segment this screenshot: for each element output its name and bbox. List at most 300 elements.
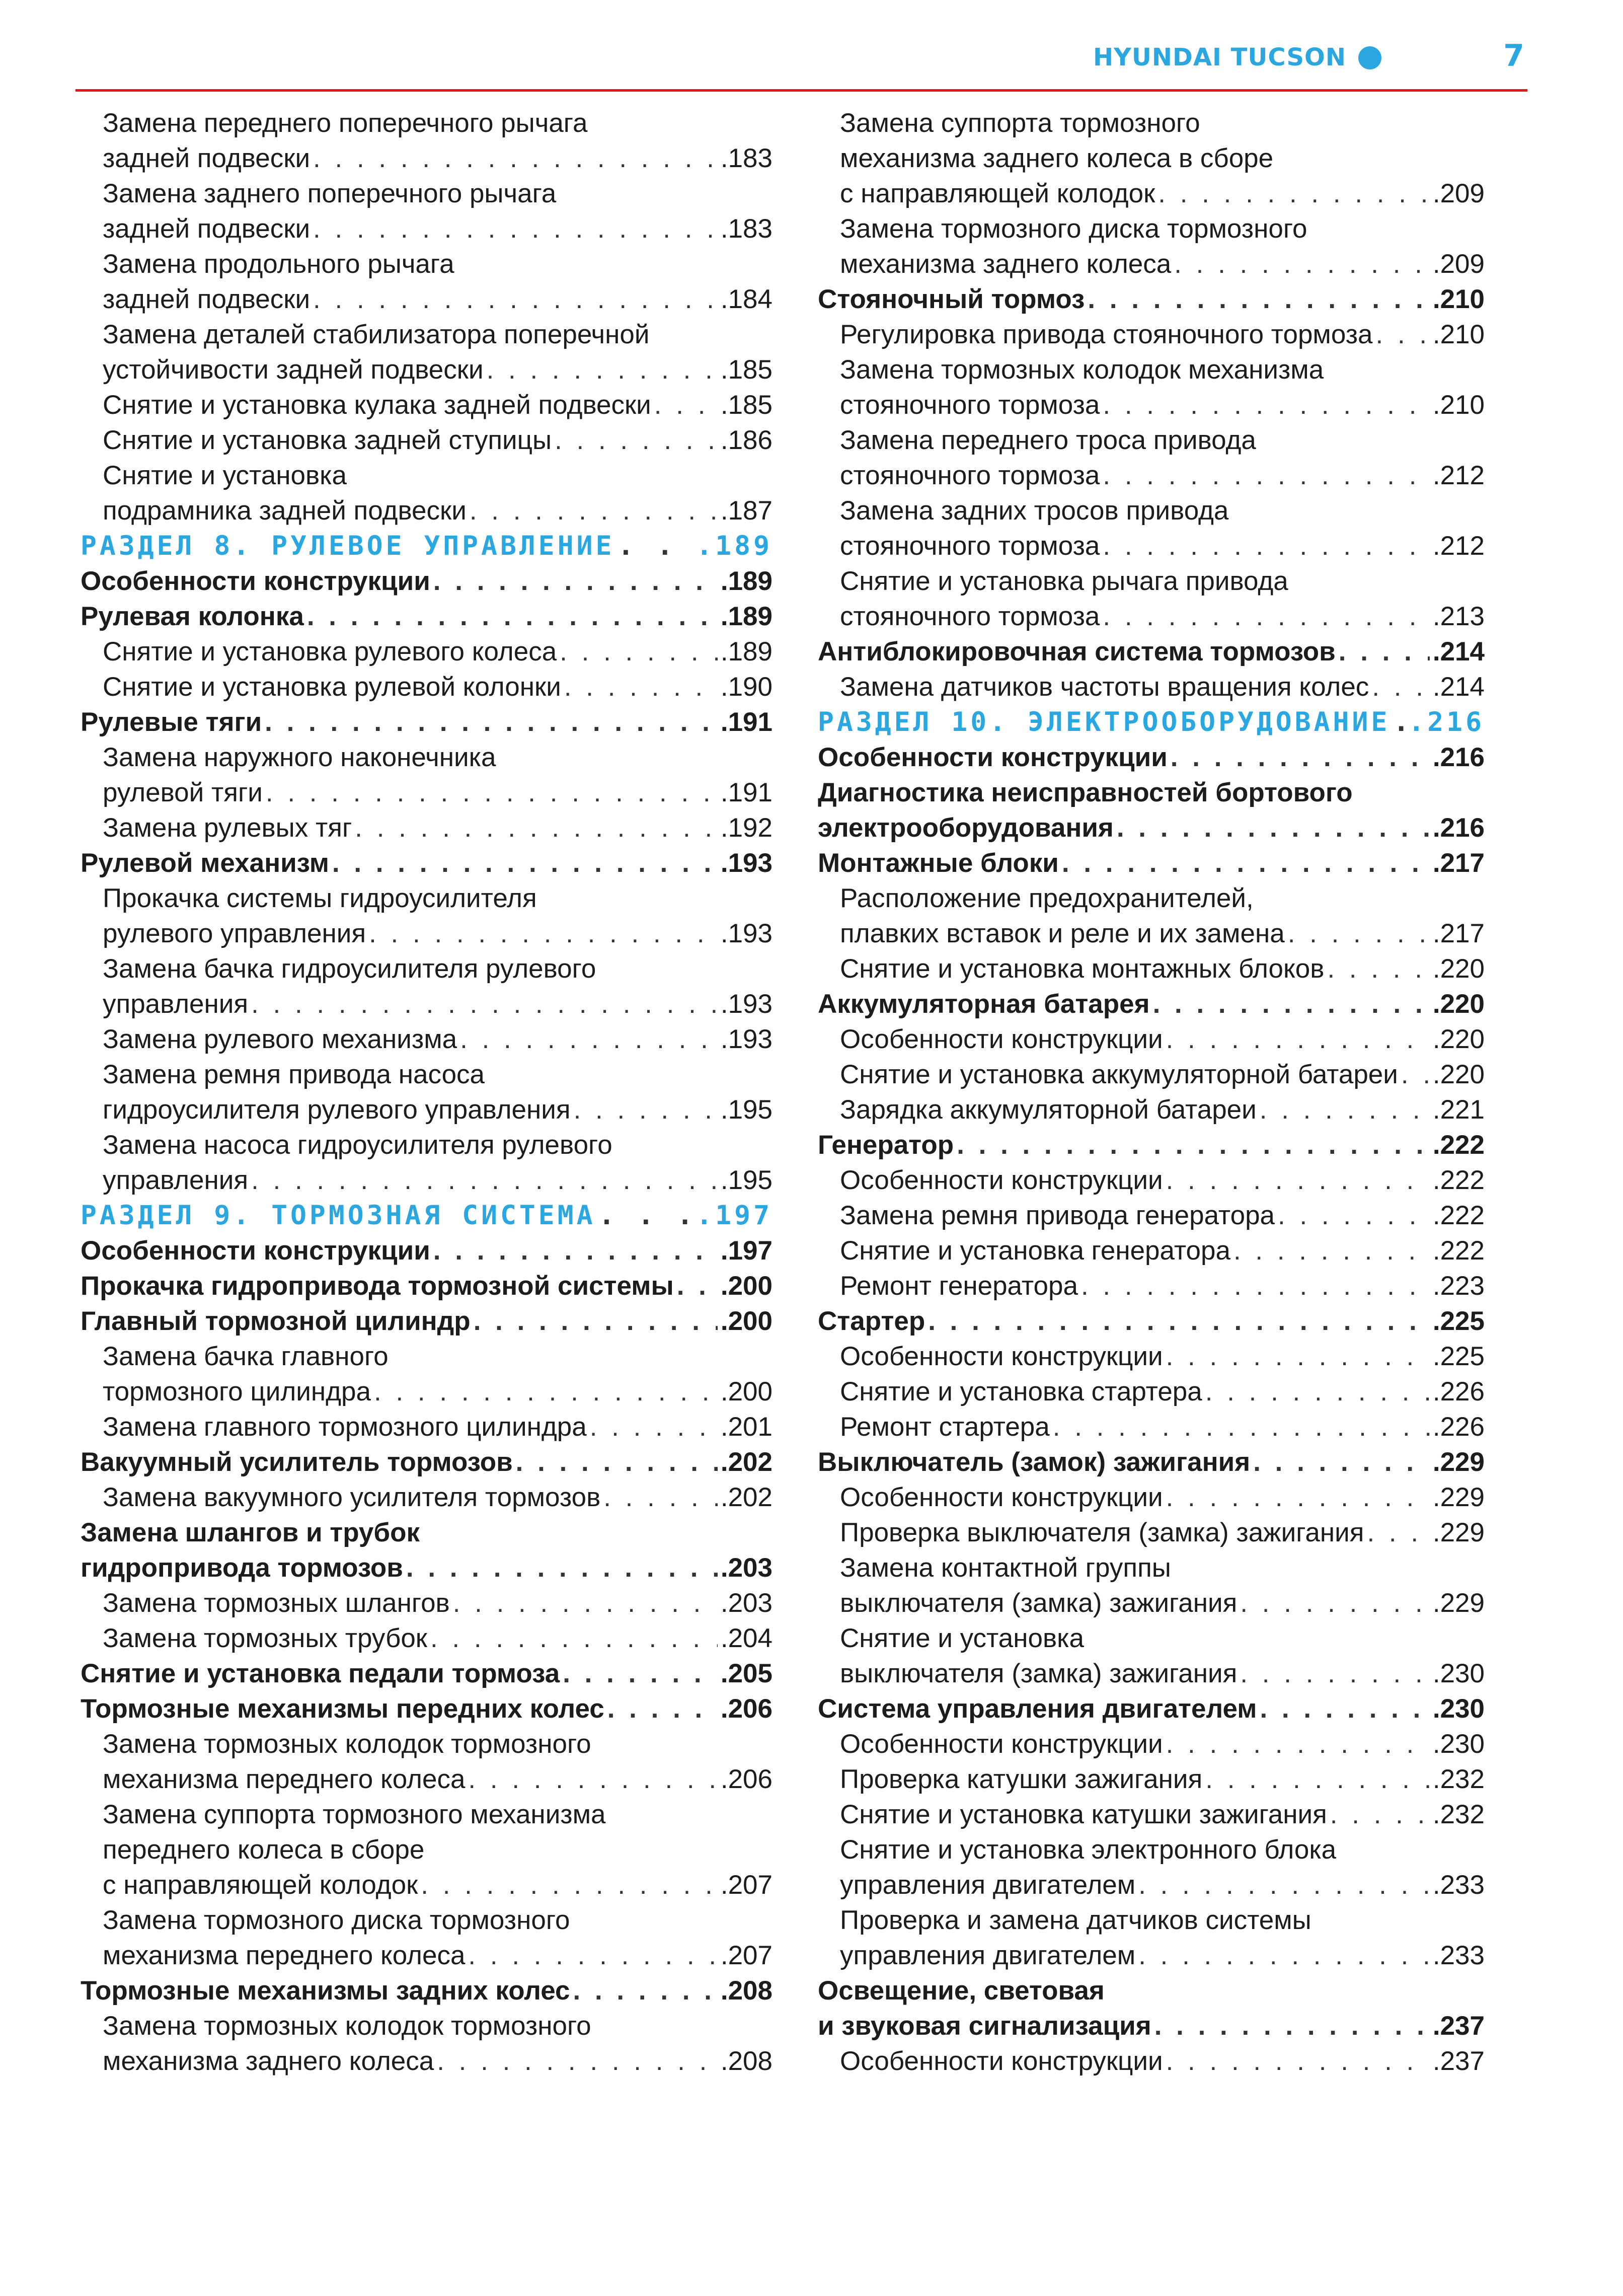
toc-entry-row: [103, 141, 772, 176]
toc-entry-title: Зарядка аккумуляторной батареи: [840, 1095, 1257, 1125]
dot-leader: [1166, 1339, 1430, 1374]
toc-entry-title: гидроусилителя рулевого управления: [103, 1095, 571, 1125]
toc-entry-row: [840, 1374, 1485, 1410]
toc-entry-row: [103, 1938, 772, 1973]
toc-entry-title: гидропривода тормозов: [81, 1553, 403, 1583]
toc-entry-title: Ремонт генератора: [840, 1271, 1078, 1301]
toc-entry-row: [103, 1586, 772, 1621]
toc-entry-row: [818, 740, 1485, 775]
toc-subentry: [818, 317, 1485, 352]
dot-leader: [1288, 916, 1430, 951]
toc-entry-row: [840, 1233, 1485, 1269]
dot-leader: [1367, 1515, 1429, 1550]
toc-entry-row: [840, 458, 1485, 493]
toc-subentry: [818, 106, 1485, 211]
toc-entry-row: [81, 1269, 772, 1304]
toc-entry-row: [840, 2044, 1485, 2079]
toc-entry-row: [818, 1304, 1485, 1339]
toc-entry-row: [840, 317, 1485, 352]
toc-page-number: .205: [720, 1659, 772, 1688]
toc-entry-title: Замена рулевого механизма: [103, 1024, 457, 1054]
toc-subentry: [81, 1022, 772, 1057]
toc-subentry: [818, 951, 1485, 987]
dot-leader: [555, 423, 718, 458]
toc-page-number: .229: [1432, 1518, 1485, 1547]
brand-title: HYUNDAI TUCSON: [1093, 43, 1346, 71]
toc-entry-title: Регулировка привода стояночного тормоза: [840, 320, 1373, 349]
toc-entry-title: стояночного тормоза: [840, 461, 1100, 490]
toc-subentry: [81, 670, 772, 705]
dot-leader: [1233, 1233, 1430, 1269]
toc-entry-title: Снятие и установка аккумуляторной батареи: [840, 1060, 1398, 1089]
toc-entry-title: выключателя (замка) зажигания: [840, 1588, 1238, 1618]
toc-subentry: [818, 1233, 1485, 1269]
toc-page-number: .206: [720, 1764, 772, 1794]
toc-entry-row: [103, 1022, 772, 1057]
toc-entry-row: [81, 1198, 772, 1233]
toc-chapter-entry: [81, 1445, 772, 1480]
dot-leader: [1088, 282, 1429, 317]
toc-entry-row: [103, 352, 772, 388]
toc-entry-title: управления: [103, 1165, 249, 1195]
toc-entry-title: управления: [103, 989, 249, 1019]
toc-entry-title: рулевой тяги: [103, 778, 263, 807]
toc-page-number: .208: [720, 2046, 772, 2076]
dot-leader: [470, 493, 718, 529]
dot-leader: [599, 1198, 693, 1233]
toc-page-number: .221: [1432, 1095, 1485, 1125]
toc-subentry: [818, 1374, 1485, 1410]
dot-leader: [1205, 1374, 1430, 1410]
toc-subentry: [81, 1057, 772, 1128]
toc-page-number: .233: [1432, 1941, 1485, 1970]
toc-subentry: [818, 1797, 1485, 1832]
toc-subentry: [81, 1586, 772, 1621]
dot-leader: [607, 1691, 718, 1727]
toc-entry-row: [818, 987, 1485, 1022]
toc-entry-text-line: Замена заднего поперечного рычага: [103, 179, 557, 208]
toc-entry-title: рулевого управления: [103, 919, 366, 948]
dot-leader: [1154, 2009, 1430, 2044]
toc-entry-row: [81, 1691, 772, 1727]
dot-leader: [1103, 599, 1429, 634]
dot-leader: [468, 1938, 717, 1973]
toc-entry-row: [840, 388, 1485, 423]
toc-subentry: [81, 1339, 772, 1410]
dot-leader: [1372, 670, 1430, 705]
toc-page-number: .186: [720, 425, 772, 455]
toc-chapter-entry: [81, 564, 772, 599]
toc-page-number: .210: [1432, 284, 1485, 314]
toc-entry-title: Снятие и установка кулака задней подвески: [103, 390, 651, 420]
dot-leader: [1158, 176, 1430, 211]
toc-entry-title: РАЗДЕЛ 8. РУЛЕВОЕ УПРАВЛЕНИЕ: [81, 531, 615, 561]
toc-page-number: .212: [1432, 531, 1485, 561]
toc-page-number: .189: [720, 602, 772, 631]
dot-leader: [355, 810, 718, 846]
toc-entry-title: тормозного цилиндра: [103, 1377, 371, 1406]
dot-leader: [573, 1973, 718, 2009]
toc-page-number: .200: [720, 1271, 772, 1301]
toc-entry-title: выключателя (замка) зажигания: [840, 1659, 1238, 1688]
toc-entry-text-line: Замена насоса гидроусилителя рулевого: [103, 1130, 612, 1160]
toc-entry-title: стояночного тормоза: [840, 531, 1100, 561]
toc-subentry: [818, 493, 1485, 564]
toc-subentry: [81, 388, 772, 423]
toc-page-number: .230: [1432, 1659, 1485, 1688]
toc-entry-text-line: Расположение предохранителей,: [840, 883, 1254, 913]
toc-entry-title: Особенности конструкции: [840, 1483, 1163, 1512]
toc-entry-row: [103, 388, 772, 423]
toc-entry-title: Проверка выключателя (замка) зажигания: [840, 1518, 1364, 1547]
toc-subentry: [818, 1762, 1485, 1797]
toc-entry-title: Аккумуляторная батарея: [818, 989, 1150, 1019]
toc-entry-title: Снятие и установка рулевой колонки: [103, 672, 561, 702]
dot-leader: [1166, 1480, 1430, 1515]
toc-entry-row: [840, 1656, 1485, 1691]
toc-subentry: [81, 1903, 772, 1973]
toc-entry-title: Замена ремня привода генератора: [840, 1201, 1275, 1230]
toc-entry-row: [840, 1269, 1485, 1304]
header-divider: [75, 89, 1527, 92]
toc-page-number: .216: [1432, 743, 1485, 772]
toc-entry-row: [840, 670, 1485, 705]
toc-entry-row: [103, 916, 772, 951]
dot-leader: [516, 1445, 718, 1480]
toc-entry-row: [103, 2044, 772, 2079]
toc-page-number: .226: [1432, 1412, 1485, 1442]
toc-page-number: .185: [720, 355, 772, 385]
toc-entry-title: с направляющей колодок: [840, 179, 1155, 208]
toc-entry-row: [840, 1057, 1485, 1092]
toc-entry-text-line: Замена продольного рычага: [103, 249, 454, 279]
toc-entry-title: Снятие и установка генератора: [840, 1236, 1230, 1266]
dot-leader: [313, 141, 718, 176]
toc-page-number: .230: [1432, 1694, 1485, 1724]
toc-entry-title: механизма заднего колеса: [840, 249, 1172, 279]
toc-page-number: .230: [1432, 1729, 1485, 1759]
toc-page-number: .197: [720, 1236, 772, 1266]
toc-subentry: [818, 1550, 1485, 1621]
toc-entry-text-line: Замена переднего поперечного рычага: [103, 108, 588, 138]
toc-chapter-entry: [818, 987, 1485, 1022]
toc-page-number: .220: [1432, 954, 1485, 984]
toc-page-number: .210: [1432, 390, 1485, 420]
toc-subentry: [818, 1269, 1485, 1304]
toc-entry-text-line: Снятие и установка: [840, 1623, 1084, 1653]
toc-chapter-entry: [81, 1515, 772, 1586]
toc-page-number: .187: [720, 496, 772, 526]
toc-subentry: [81, 634, 772, 670]
toc-section-heading: [81, 529, 772, 564]
toc-entry-text-line: Замена суппорта тормозного: [840, 108, 1200, 138]
toc-page-number: .212: [1432, 461, 1485, 490]
toc-entry-row: [81, 599, 772, 634]
dot-leader: [468, 1762, 717, 1797]
toc-entry-title: механизма заднего колеса: [103, 2046, 434, 2076]
toc-entry-row: [840, 1727, 1485, 1762]
dot-leader: [313, 211, 718, 247]
toc-subentry: [818, 1727, 1485, 1762]
toc-page-number: .200: [720, 1377, 772, 1406]
toc-page-number: .195: [720, 1095, 772, 1125]
dot-leader: [1062, 846, 1430, 881]
toc-column-left: [81, 106, 772, 2079]
toc-entry-row: [103, 1480, 772, 1515]
toc-entry-text-line: Замена деталей стабилизатора поперечной: [103, 320, 650, 349]
toc-entry-title: РАЗДЕЛ 10. ЭЛЕКТРООБОРУДОВАНИЕ: [818, 707, 1390, 737]
toc-page-number: .237: [1432, 2011, 1485, 2041]
toc-entry-text-line: Замена суппорта тормозного механизма: [103, 1800, 606, 1829]
toc-entry-text-line: Замена тормозных колодок тормозного: [103, 2011, 591, 2041]
toc-page-number: .207: [720, 1941, 772, 1970]
dot-leader: [406, 1550, 718, 1586]
dot-leader: [1393, 705, 1405, 740]
toc-entry-title: Тормозные механизмы передних колес: [81, 1694, 604, 1724]
dot-leader: [617, 529, 693, 564]
toc-entry-title: стояночного тормоза: [840, 602, 1100, 631]
toc-page-number: .202: [720, 1483, 772, 1512]
dot-leader: [1166, 2044, 1430, 2079]
toc-entry-text-line: механизма заднего колеса в сборе: [840, 143, 1274, 173]
dot-leader: [265, 705, 718, 740]
toc-chapter-entry: [818, 282, 1485, 317]
dot-leader: [1330, 1797, 1430, 1832]
toc-subentry: [81, 247, 772, 317]
toc-entry-title: РАЗДЕЛ 9. ТОРМОЗНАЯ СИСТЕМА: [81, 1200, 596, 1231]
toc-chapter-entry: [81, 1304, 772, 1339]
toc-entry-row: [840, 529, 1485, 564]
toc-subentry: [818, 564, 1485, 634]
toc-entry-text-line: Снятие и установка: [103, 461, 347, 490]
dot-leader: [369, 916, 718, 951]
toc-subentry: [81, 106, 772, 176]
brand-dot-icon: [1358, 46, 1381, 69]
toc-entry-text-line: Освещение, световая: [818, 1976, 1105, 2006]
toc-entry-row: [103, 1374, 772, 1410]
toc-entry-title: и звуковая сигнализация: [818, 2011, 1151, 2041]
toc-page-number: .225: [1432, 1342, 1485, 1371]
toc-entry-text-line: Замена переднего троса привода: [840, 425, 1256, 455]
toc-entry-row: [840, 1762, 1485, 1797]
toc-subentry: [818, 1410, 1485, 1445]
toc-entry-row: [840, 176, 1485, 211]
toc-chapter-entry: [81, 705, 772, 740]
dot-leader: [1205, 1762, 1430, 1797]
toc-entry-text-line: Снятие и установка электронного блока: [840, 1835, 1337, 1865]
toc-entry-row: [818, 634, 1485, 670]
toc-page-number: .220: [1432, 1060, 1485, 1089]
toc-entry-row: [103, 1163, 772, 1198]
toc-entry-title: Вакуумный усилитель тормозов: [81, 1447, 513, 1477]
toc-entry-title: Снятие и установка монтажных блоков: [840, 954, 1325, 984]
toc-entry-row: [81, 846, 772, 881]
toc-entry-title: Замена датчиков частоты вращения колес: [840, 672, 1369, 702]
toc-page-number: .226: [1432, 1377, 1485, 1406]
toc-entry-row: [818, 1691, 1485, 1727]
toc-page-number: .206: [720, 1694, 772, 1724]
toc-page-number: .237: [1432, 2046, 1485, 2076]
toc-entry-title: управления двигателем: [840, 1870, 1136, 1900]
toc-entry-text-line: Замена контактной группы: [840, 1553, 1171, 1583]
toc-chapter-entry: [818, 1304, 1485, 1339]
toc-entry-title: Снятие и установка задней ступицы: [103, 425, 552, 455]
toc-entry-row: [840, 1868, 1485, 1903]
toc-entry-title: Снятие и установка катушки зажигания: [840, 1800, 1327, 1829]
toc-page-number: .217: [1432, 919, 1485, 948]
toc-page-number: .213: [1432, 602, 1485, 631]
toc-page-number: .191: [720, 778, 772, 807]
toc-chapter-entry: [818, 846, 1485, 881]
toc-entry-row: [81, 1656, 772, 1691]
toc-entry-title: Замена тормозных шлангов: [103, 1588, 450, 1618]
toc-entry-row: [81, 1550, 772, 1586]
toc-subentry: [818, 2044, 1485, 2079]
toc-entry-row: [103, 634, 772, 670]
toc-entry-row: [81, 1445, 772, 1480]
dot-leader: [437, 2044, 718, 2079]
toc-entry-title: Особенности конструкции: [81, 1236, 430, 1266]
toc-page-number: .222: [1432, 1130, 1485, 1160]
dot-leader: [1174, 247, 1430, 282]
dot-leader: [654, 388, 718, 423]
toc-subentry: [818, 670, 1485, 705]
toc-entry-row: [818, 846, 1485, 881]
toc-page-number: .229: [1432, 1588, 1485, 1618]
dot-leader: [563, 1656, 718, 1691]
toc-entry-row: [840, 1938, 1485, 1973]
toc-page-number: .233: [1432, 1870, 1485, 1900]
dot-leader: [474, 1304, 718, 1339]
toc-page-number: .222: [1432, 1236, 1485, 1266]
toc-subentry: [81, 951, 772, 1022]
toc-entry-title: плавких вставок и реле и их замена: [840, 919, 1285, 948]
dot-leader: [1117, 810, 1430, 846]
toc-entry-text-line: Замена наружного наконечника: [103, 743, 496, 772]
toc-page-number: .229: [1432, 1447, 1485, 1477]
toc-entry-title: Генератор: [818, 1130, 954, 1160]
toc-entry-title: Ремонт стартера: [840, 1412, 1050, 1442]
toc-entry-title: Проверка катушки зажигания: [840, 1764, 1203, 1794]
toc-entry-text-line: Проверка и замена датчиков системы: [840, 1905, 1311, 1935]
toc-entry-title: стояночного тормоза: [840, 390, 1100, 420]
toc-entry-title: Особенности конструкции: [81, 566, 430, 596]
toc-entry-text-line: Замена тормозного диска тормозного: [840, 214, 1307, 244]
dot-leader: [1103, 388, 1429, 423]
dot-leader: [1278, 1198, 1430, 1233]
toc-entry-title: механизма переднего колеса: [103, 1764, 466, 1794]
toc-page-number: .232: [1432, 1800, 1485, 1829]
toc-entry-row: [840, 1410, 1485, 1445]
toc-chapter-entry: [81, 1691, 772, 1727]
toc-entry-title: Особенности конструкции: [840, 1024, 1163, 1054]
toc-page-number: .189: [720, 637, 772, 666]
toc-entry-text-line: Снятие и установка рычага привода: [840, 566, 1288, 596]
toc-section-heading: [81, 1198, 772, 1233]
dot-leader: [266, 775, 718, 810]
dot-leader: [590, 1410, 718, 1445]
toc-subentry: [818, 1339, 1485, 1374]
toc-entry-title: задней подвески: [103, 284, 311, 314]
toc-entry-title: Снятие и установка педали тормоза: [81, 1659, 560, 1688]
toc-entry-row: [818, 810, 1485, 846]
toc-page-number: .216: [1432, 813, 1485, 843]
toc-chapter-entry: [81, 1973, 772, 2009]
toc-subentry: [81, 1621, 772, 1656]
dot-leader: [1153, 987, 1430, 1022]
toc-page-number: .223: [1432, 1271, 1485, 1301]
toc-page-number: .200: [720, 1306, 772, 1336]
toc-entry-row: [818, 2009, 1485, 2044]
toc-entry-row: [840, 916, 1485, 951]
toc-page-number: .216: [1408, 707, 1485, 737]
toc-entry-title: с направляющей колодок: [103, 1870, 418, 1900]
dot-leader: [1240, 1586, 1430, 1621]
toc-subentry: [81, 423, 772, 458]
toc-entry-row: [103, 1092, 772, 1128]
toc-subentry: [81, 1727, 772, 1797]
toc-subentry: [81, 458, 772, 529]
toc-entry-title: электрооборудования: [818, 813, 1114, 843]
toc-entry-title: Система управления двигателем: [818, 1694, 1257, 1724]
toc-page-number: .193: [720, 1024, 772, 1054]
toc-page-number: .189: [696, 531, 772, 561]
toc-page-number: .208: [720, 1976, 772, 2006]
dot-leader: [1166, 1727, 1430, 1762]
toc-entry-title: Особенности конструкции: [840, 2046, 1163, 2076]
toc-entry-row: [103, 810, 772, 846]
dot-leader: [430, 1621, 718, 1656]
toc-entry-text-line: Замена задних тросов привода: [840, 496, 1229, 526]
toc-entry-row: [81, 529, 772, 564]
dot-leader: [677, 1269, 718, 1304]
toc-chapter-entry: [81, 1656, 772, 1691]
toc-subentry: [81, 2009, 772, 2079]
toc-page-number: .197: [696, 1200, 772, 1231]
toc-page-number: .222: [1432, 1165, 1485, 1195]
page-number: 7: [1503, 38, 1524, 73]
toc-subentry: [818, 1198, 1485, 1233]
toc-entry-title: Особенности конструкции: [818, 743, 1168, 772]
dot-leader: [603, 1480, 718, 1515]
toc-page-number: .201: [720, 1412, 772, 1442]
dot-leader: [1166, 1163, 1430, 1198]
dot-leader: [1240, 1656, 1430, 1691]
toc-chapter-entry: [818, 740, 1485, 775]
dot-leader: [1166, 1022, 1430, 1057]
toc-entry-title: Снятие и установка стартера: [840, 1377, 1202, 1406]
toc-entry-text-line: Замена тормозных колодок механизма: [840, 355, 1324, 385]
toc-page-number: .203: [720, 1588, 772, 1618]
toc-entry-row: [103, 1410, 772, 1445]
toc-page-number: .203: [720, 1553, 772, 1583]
toc-entry-row: [840, 1480, 1485, 1515]
toc-entry-title: задней подвески: [103, 214, 311, 244]
toc-page-number: .184: [720, 284, 772, 314]
toc-entry-row: [840, 1586, 1485, 1621]
toc-entry-row: [840, 247, 1485, 282]
toc-page-number: .214: [1432, 672, 1485, 702]
dot-leader: [1327, 951, 1429, 987]
toc-entry-row: [840, 1339, 1485, 1374]
toc-page-number: .195: [720, 1165, 772, 1195]
toc-entry-row: [818, 282, 1485, 317]
toc-subentry: [818, 1515, 1485, 1550]
dot-leader: [332, 846, 718, 881]
toc-column-right: [818, 106, 1485, 2079]
toc-subentry: [818, 352, 1485, 423]
toc-subentry: [818, 1903, 1485, 1973]
